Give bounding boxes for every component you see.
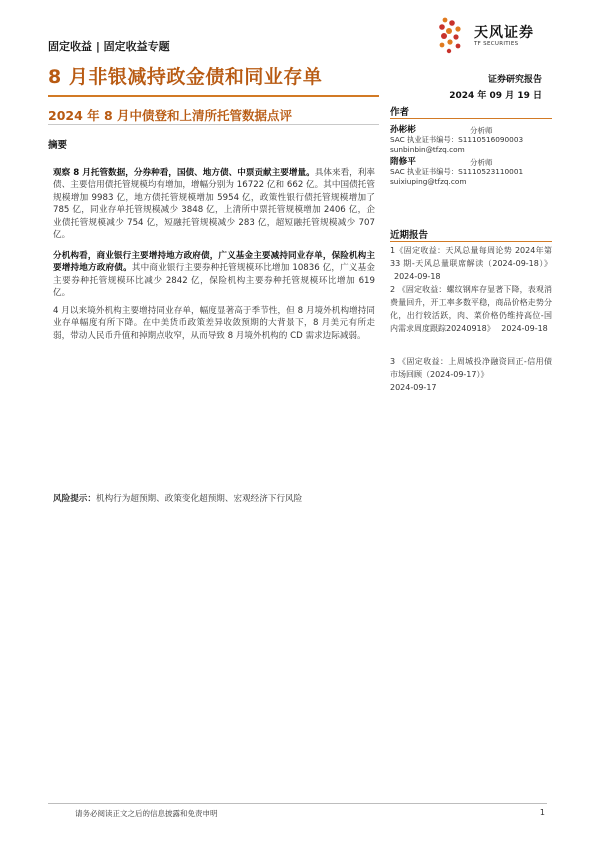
footer-divider	[48, 803, 547, 804]
related-report-title[interactable]: 2 《固定收益：螺纹钢库存显著下降，表观消费量回升，开工率多数平稳，商品价格走势分化，出行较活跃，肉、菜价格仍维持高位-国内需求周度跟踪20240918》	[390, 285, 552, 333]
logo-text-en: TF SECURITIES	[474, 41, 519, 47]
analyst-role: 分析师	[470, 158, 493, 167]
related-divider	[390, 241, 552, 242]
authors-heading: 作者	[390, 107, 410, 118]
summary-paragraph-1-body: 具体来看，利率债、主要信用债托管规模均有增加，增幅分别为 16722 亿和 662 亿。其中国债托管规模增加 9983 亿，地方债托管规模增加 5954 亿，政策性银行债托管规模增加了 785 亿，同业存单托管规模减少 3848 亿，上清所中票托管规模增加 2406 亿，企业债托管规模减少 754 亿，短融托管规模减少 283 亿，超短融托管规模减少 707 亿。	[53, 168, 375, 241]
analyst-email[interactable]: sunbinbin@tfzq.com	[390, 145, 465, 154]
analyst-cert: SAC 执业证书编号：S1110523110001	[390, 167, 524, 176]
summary-paragraph-1	[53, 167, 375, 241]
report-category: 固定收益 | 固定收益专题	[48, 40, 170, 53]
report-type: 证券研究报告	[487, 75, 542, 85]
summary-paragraph-2	[53, 250, 375, 300]
authors-divider	[390, 118, 552, 119]
summary-paragraph-2-lead: 分机构看，商业银行主要增持地方政府债，广义基金主要减持同业存单，保险机构主要增持地方政府债。	[53, 251, 375, 274]
summary-paragraph-2-body: 其中商业银行主要券种托管规模环比增加 10836 亿，广义基金主要券种托管规模环比减少 2842 亿，保险机构主要券种托管规模环比增加 619 亿。	[53, 263, 375, 299]
subtitle-divider	[48, 124, 379, 125]
analyst-email[interactable]: suixiuping@tfzq.com	[390, 177, 467, 186]
analyst-name: 隋修平	[390, 157, 416, 167]
summary-heading: 摘要	[48, 140, 68, 151]
page-subtitle: 2024 年 8 月中债登和上清所托管数据点评	[48, 108, 293, 123]
report-date: 2024 年 09 月 19 日	[449, 91, 542, 101]
risk-warning	[53, 492, 383, 504]
related-report-title[interactable]: 1《固定收益：天风总量每周论势 2024年第 33 期-天风总量联席解读（2024-09-18）》	[390, 246, 552, 268]
analyst-role: 分析师	[470, 126, 493, 135]
risk-text: 机构行为超预期、政策变化超预期、宏观经济下行风险	[95, 494, 303, 504]
title-divider	[48, 95, 379, 97]
related-report-item[interactable]	[390, 244, 552, 283]
logo-text-cn: 天风证券	[474, 25, 534, 41]
footer-disclaimer: 请务必阅读正文之后的信息披露和免责申明	[75, 809, 218, 818]
analyst-cert: SAC 执业证书编号：S1110516090003	[390, 135, 524, 144]
related-reports-heading: 近期报告	[390, 230, 429, 241]
summary-paragraph-3: 4 月以来境外机构主要增持同业存单，幅度显著高于季节性，但 8 月境外机构增持同业存单幅度有所下降。在中美货币政策差异收敛预期的大背景下，8 月美元有所走弱，带动人民币升值和掉期点收窄，从而导致 8 月境外机构的 CD 需求边际减弱。	[53, 306, 375, 341]
related-report-date: 2024-09-17	[390, 383, 437, 392]
related-report-date: 2024-09-18	[394, 272, 441, 281]
analyst-name: 孙彬彬	[390, 125, 416, 135]
risk-label: 风险提示：	[53, 494, 96, 504]
related-report-item[interactable]	[390, 283, 552, 335]
related-report-date: 2024-09-18	[501, 324, 548, 333]
page-number: 1	[539, 808, 545, 817]
summary-paragraph-1-lead: 观察 8 月托管数据，分券种看，国债、地方债、中票贡献主要增量。	[53, 168, 315, 178]
page-title: 8 月非银减持政金债和同业存单	[48, 66, 323, 88]
related-report-item[interactable]	[390, 355, 552, 394]
related-report-title[interactable]: 3 《固定收益：上周城投净融资回正-信用债市场回顾（2024-09-17）》	[390, 357, 552, 379]
